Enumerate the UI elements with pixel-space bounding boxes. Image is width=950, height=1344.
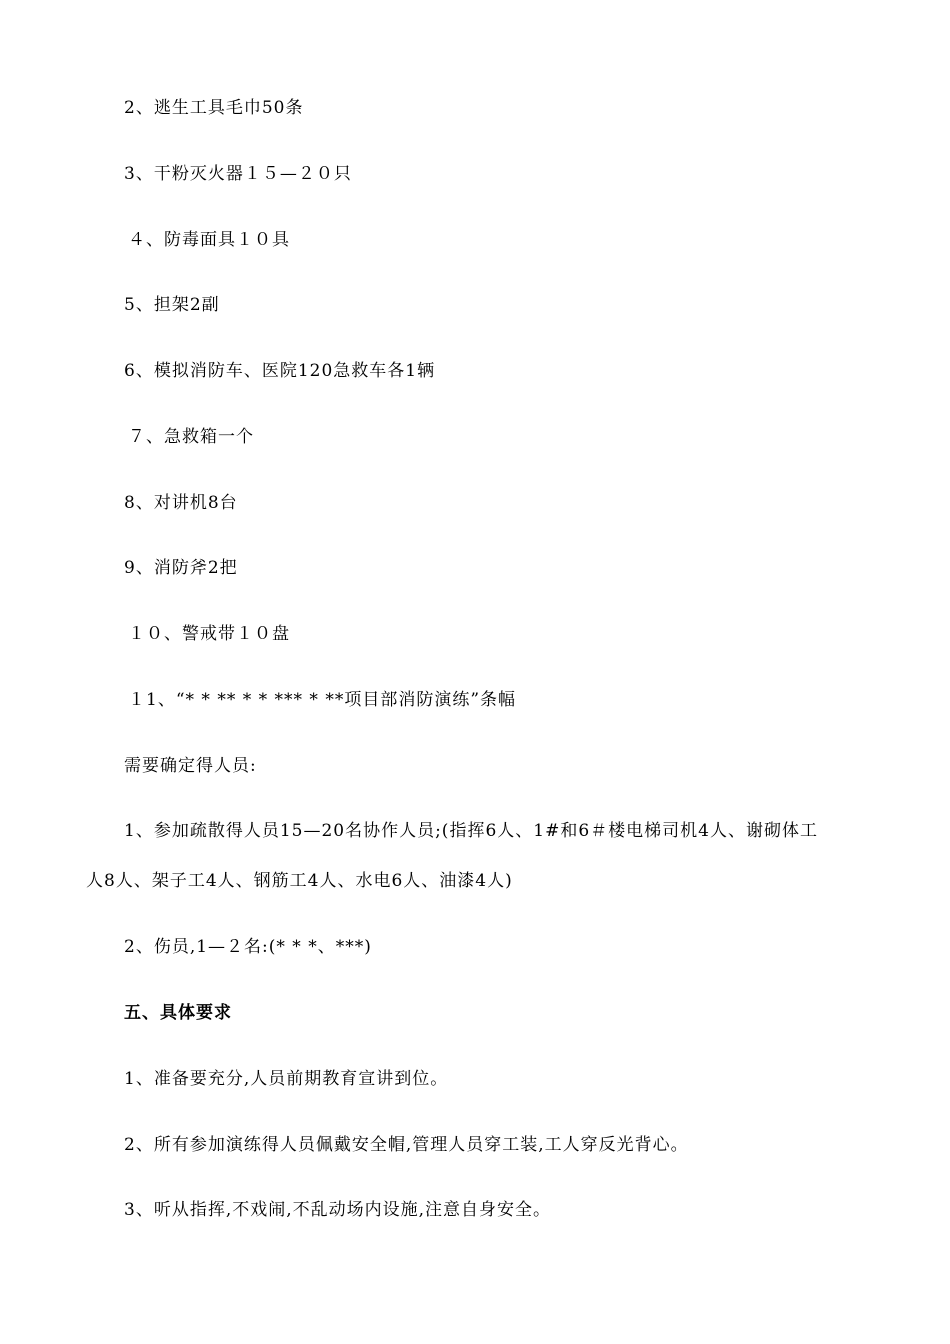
equipment-item-extinguishers: 3、干粉灭火器１５—２０只	[124, 164, 352, 184]
personnel-item-evacuees: 1、参加疏散得人员15—20名协作人员;(指挥6人、1#和6＃楼电梯司机4人、谢砌体工	[124, 821, 818, 841]
equipment-item-banner: １1、“* * ** * * *** * **项目部消防演练”条幅	[128, 690, 517, 710]
equipment-item-towels: 2、逃生工具毛巾50条	[124, 98, 304, 118]
equipment-item-warning-tape: １０、警戒带１０盘	[128, 624, 290, 644]
requirement-item-preparation: 1、准备要充分,人员前期教育宣讲到位。	[124, 1069, 449, 1089]
personnel-heading: 需要确定得人员:	[124, 756, 257, 776]
requirement-item-safety-gear: 2、所有参加演练得人员佩戴安全帽,管理人员穿工装,工人穿反光背心。	[124, 1135, 689, 1155]
section-heading-requirements: 五、具体要求	[124, 1003, 232, 1023]
requirement-item-follow-command: 3、听从指挥,不戏闹,不乱动场内设施,注意自身安全。	[124, 1200, 552, 1220]
personnel-item-evacuees-continued: 人8人、架子工4人、钢筋工4人、水电6人、油漆4人)	[86, 871, 513, 891]
equipment-item-first-aid-box: ７、急救箱一个	[128, 427, 254, 447]
equipment-item-stretchers: 5、担架2副	[124, 295, 220, 315]
personnel-item-injured: 2、伤员,1—２名:(* * *、***)	[124, 937, 372, 957]
equipment-item-vehicles: 6、模拟消防车、医院120急救车各1辆	[124, 361, 436, 381]
equipment-item-gas-masks: ４、防毒面具１０具	[128, 230, 290, 250]
equipment-item-fire-axes: 9、消防斧2把	[124, 558, 238, 578]
equipment-item-walkie-talkies: 8、对讲机8台	[124, 493, 238, 513]
